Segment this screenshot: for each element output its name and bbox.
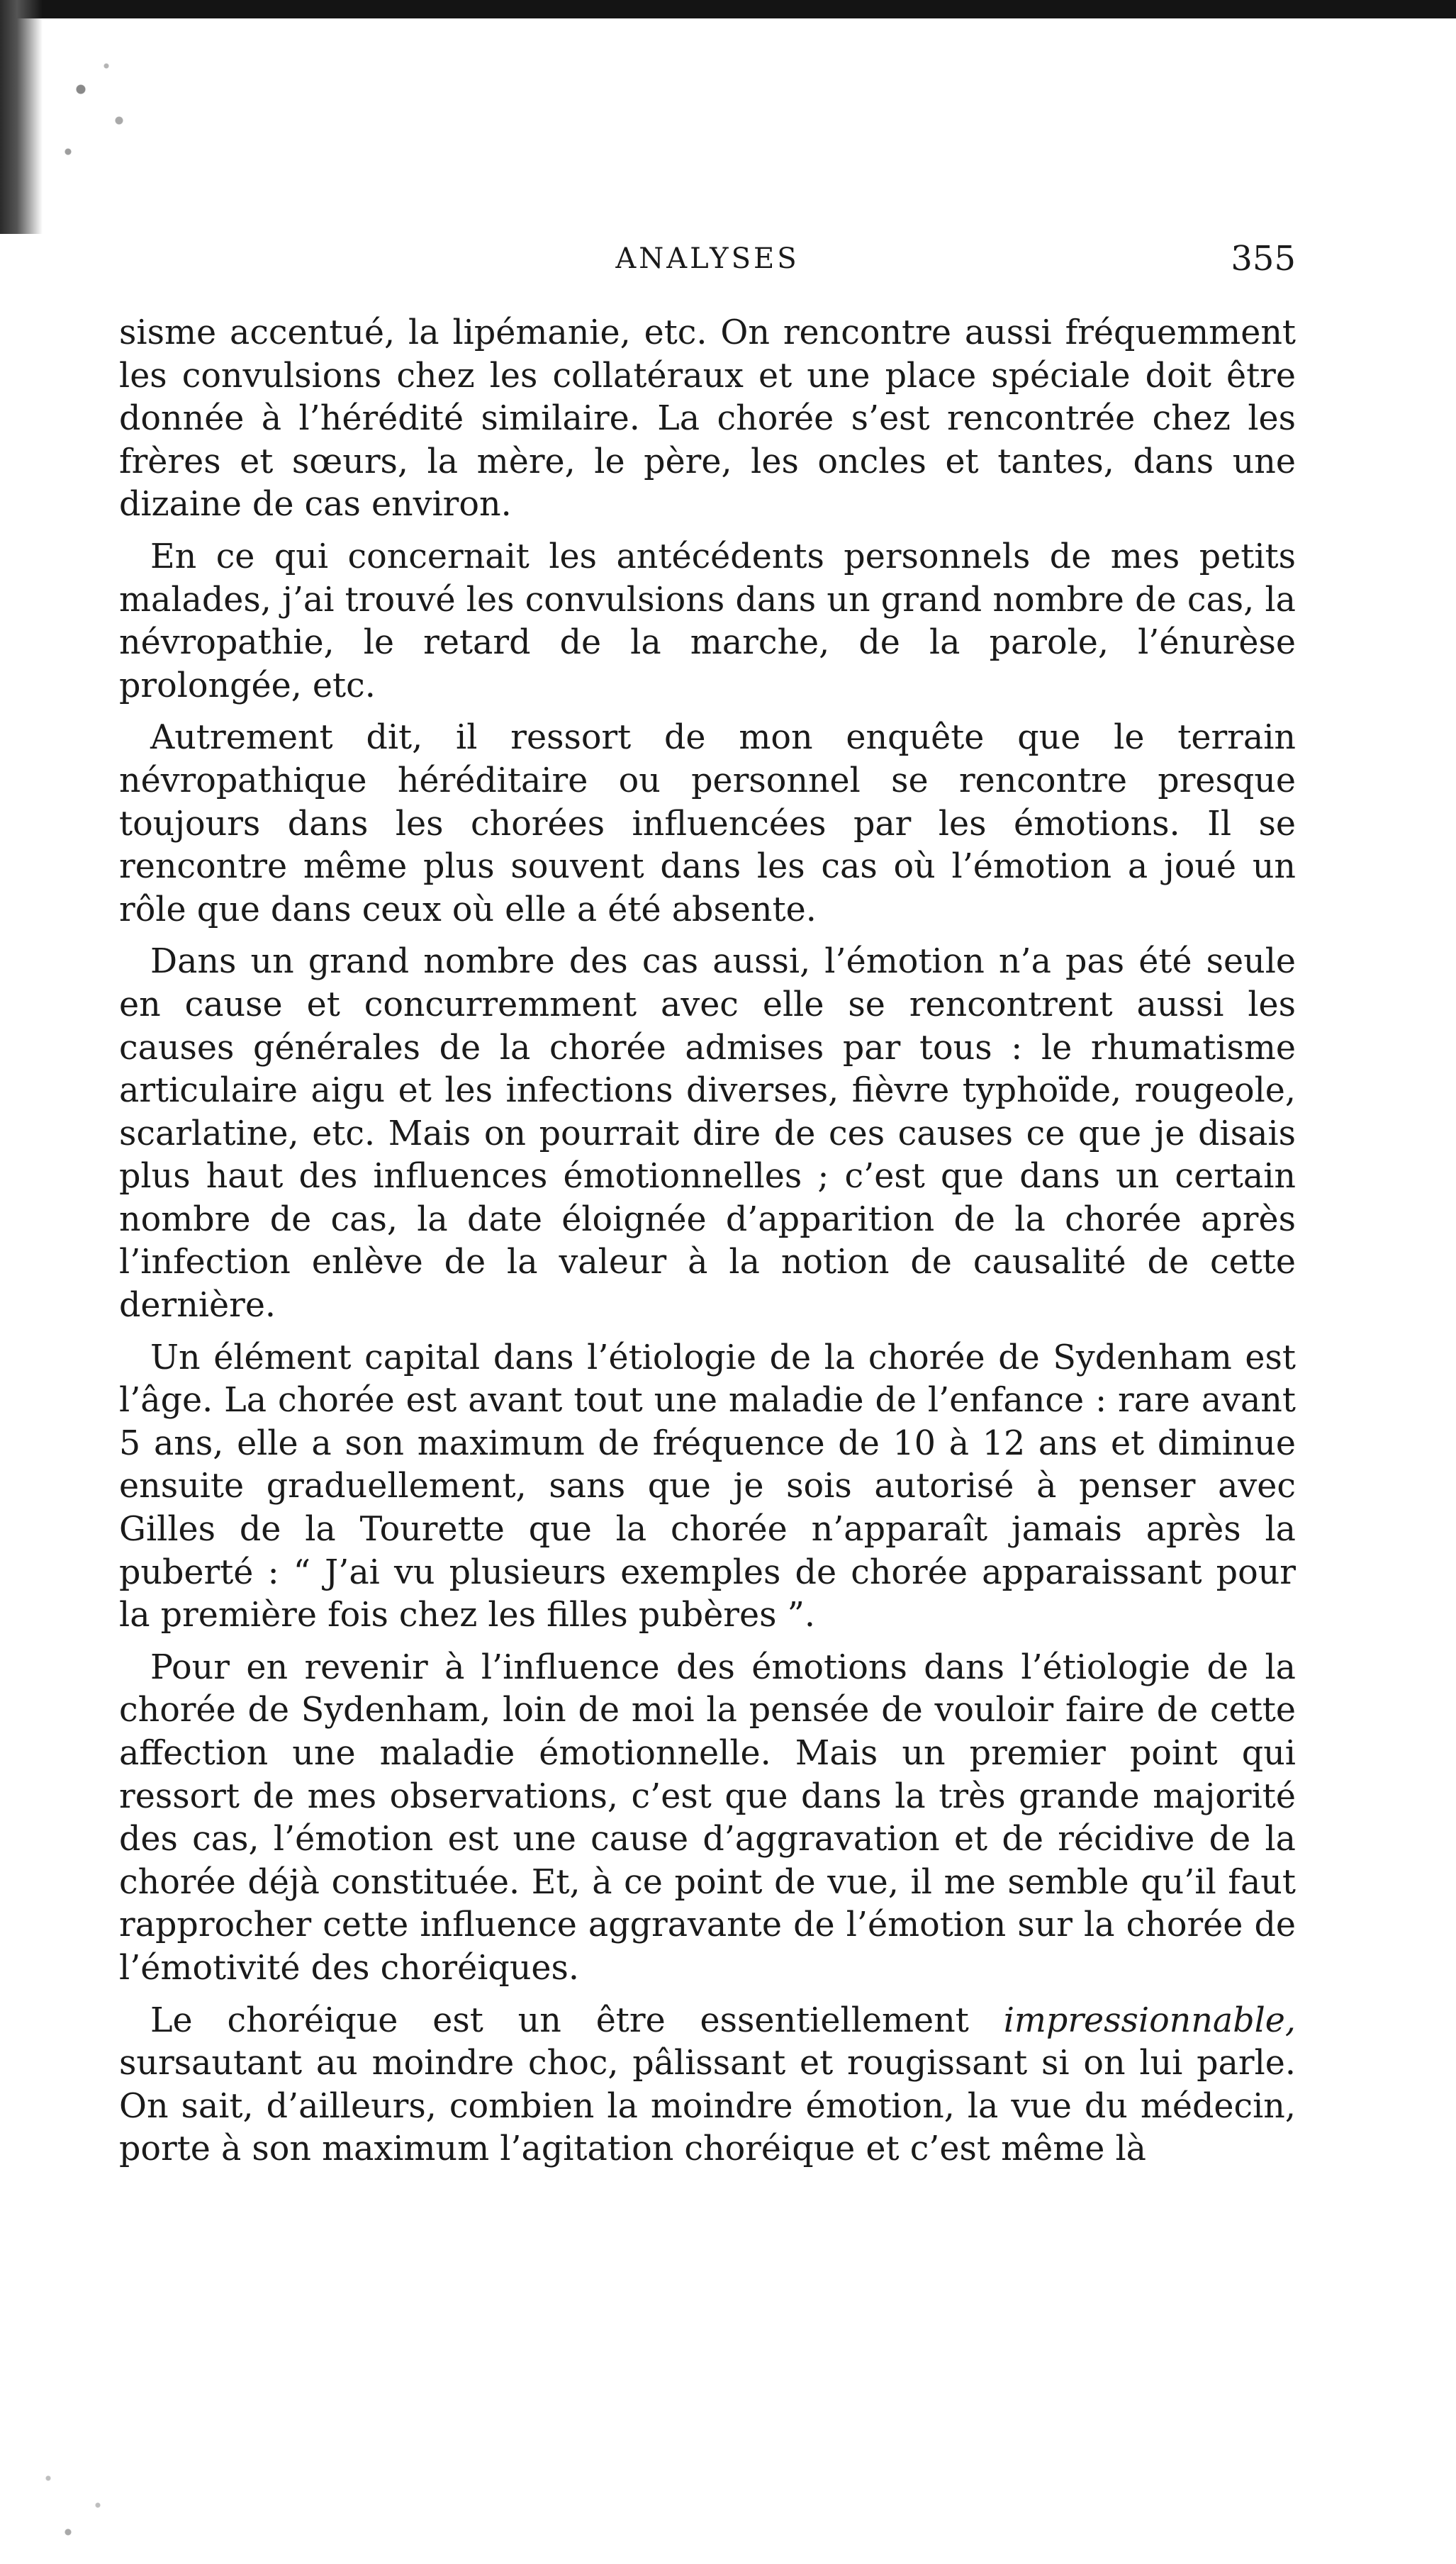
body-text bbox=[119, 312, 1296, 2180]
page-number: 355 bbox=[1231, 239, 1296, 279]
running-title: ANALYSES bbox=[615, 242, 800, 275]
paragraph-6: Pour en revenir à l’influence des émotions dans l’étiologie de la chorée de Sydenham, loin de moi la pensée de vouloir faire de cette affection une maladie émotionnelle. Mais un premier point qui ressort de mes observations, c’est que dans la très grande majorité des cas, l’émotion est une cause d’aggravation et de récidive de la chorée déjà constituée. Et, à ce point de vue, il me semble qu’il faut rapprocher cette influence aggravante de l’émotion sur la chorée de l’émotivité des choréiques. bbox=[119, 1647, 1296, 1988]
paragraph-3: Autrement dit, il ressort de mon enquête que le terrain névropathique héréditaire ou personnel se rencontre presque toujours dans les chorées influencées par les émotions. Il se rencontre même plus souvent dans les cas où l’émotion a joué un rôle que dans ceux où elle a été absente. bbox=[119, 718, 1296, 929]
scan-top-border bbox=[14, 0, 1456, 18]
paragraph-2: En ce qui concernait les antécédents personnels de mes petits malades, j’ai trouvé les convulsions dans un grand nombre de cas, la névropathie, le retard de la marche, de la parole, l’énurèse prolongée, etc. bbox=[119, 537, 1296, 705]
paragraph-5: Un élément capital dans l’étiologie de la chorée de Sydenham est l’âge. La chorée est avant tout une maladie de l’enfance : rare avant 5 ans, elle a son maximum de fréquence de 10 à 12 ans et diminue ensuite graduellement, sans que je sois autorisé à penser avec Gilles de la Tourette que la chorée n’apparaît jamais après la puberté : “ J’ai vu plusieurs exemples de chorée apparaissant pour la première fois chez les filles pubères ”. bbox=[119, 1338, 1296, 1635]
paragraph-4: Dans un grand nombre des cas aussi, l’émotion n’a pas été seule en cause et concurremment avec elle se rencontrent aussi les causes générales de la chorée admises par tous : le rhumatisme articulaire aigu et les infections diverses, fièvre typhoïde, rougeole, scarlatine, etc. Mais on pourrait dire de ces causes ce que je disais plus haut des influences émotionnelles ; c’est que dans un certain nombre de cas, la date éloignée d’apparition de la chorée après l’infection enlève de la valeur à la notion de causalité de cette dernière. bbox=[119, 942, 1296, 1326]
italic-term: impressionnable, bbox=[1003, 2000, 1296, 2040]
paragraph-7 bbox=[119, 2000, 1296, 2171]
paragraph-7-start: Le choréique est un être essentiellement bbox=[150, 2000, 1004, 2040]
scan-specks-top bbox=[43, 43, 170, 198]
paragraph-7-end: sursautant au moindre choc, pâlissant et rougissant si on lui parle. On sait, d’ailleurs, combien la moindre émotion, la vue du médecin, porte à son maximum l’agitation choréique et c’est même là bbox=[119, 2044, 1296, 2169]
page-header bbox=[119, 230, 1296, 287]
paragraph-1: sisme accentué, la lipémanie, etc. On rencontre aussi fréquemment les convulsions chez les collatéraux et une place spéciale doit être donnée à l’hérédité similaire. La chorée s’est rencontrée chez les frères et sœurs, la mère, le père, les oncles et tantes, dans une dizaine de cas environ. bbox=[119, 313, 1296, 525]
scan-specks-bottom bbox=[28, 2424, 128, 2559]
scan-left-edge-shadow bbox=[0, 0, 43, 234]
